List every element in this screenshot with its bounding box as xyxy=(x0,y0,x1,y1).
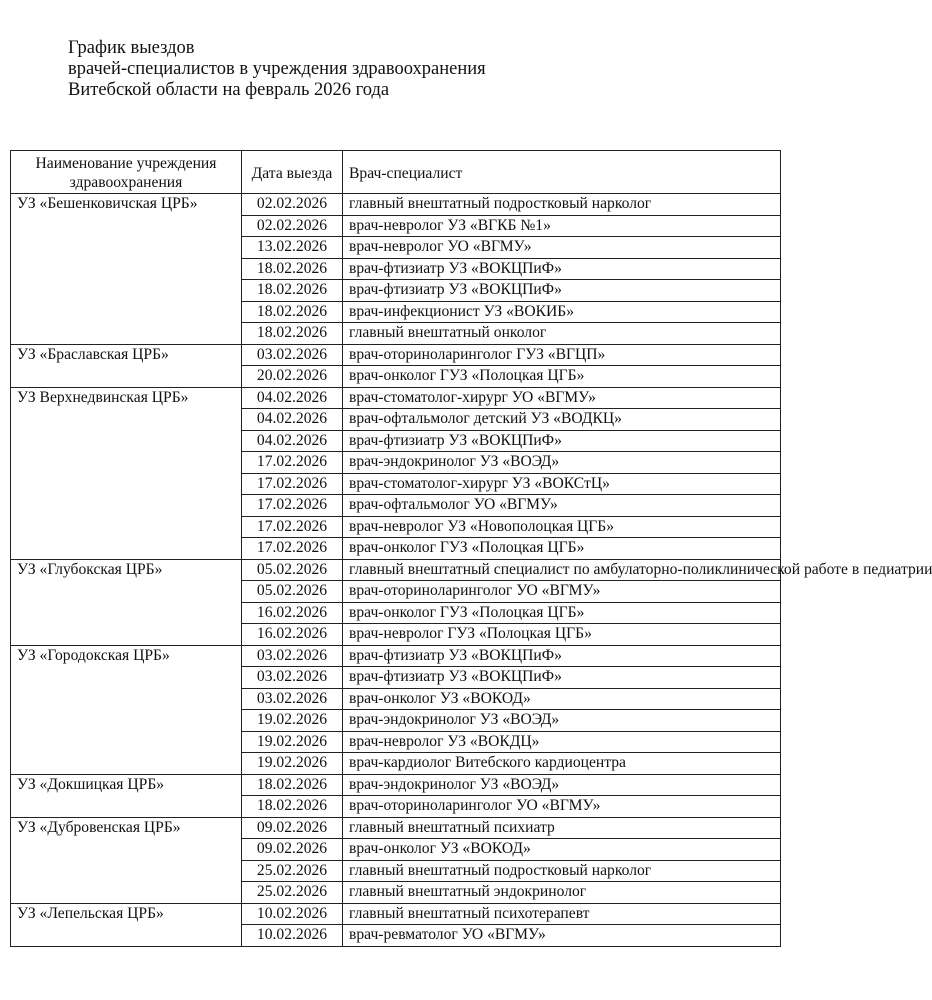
doctor-cell: главный внештатный психотерапевт xyxy=(343,903,781,925)
doctor-cell: врач-невролог УЗ «Новополоцкая ЦГБ» xyxy=(343,516,781,538)
date-cell: 19.02.2026 xyxy=(242,753,343,775)
doctor-cell: врач-эндокринолог УЗ «ВОЭД» xyxy=(343,774,781,796)
institution-cell: УЗ Верхнедвинская ЦРБ» xyxy=(11,387,242,559)
schedule-table-body xyxy=(11,194,932,947)
date-cell: 04.02.2026 xyxy=(242,430,343,452)
doctor-cell: врач-офтальмолог детский УЗ «ВОДКЦ» xyxy=(343,409,781,431)
date-cell: 18.02.2026 xyxy=(242,301,343,323)
doctor-cell: главный внештатный онколог xyxy=(343,323,781,345)
institution-cell: УЗ «Докшицкая ЦРБ» xyxy=(11,774,242,817)
institution-cell: УЗ «Глубокская ЦРБ» xyxy=(11,559,242,645)
institution-cell: УЗ «Браславская ЦРБ» xyxy=(11,344,242,387)
doctor-cell: врач-эндокринолог УЗ «ВОЭД» xyxy=(343,710,781,732)
doctor-cell: врач-фтизиатр УЗ «ВОКЦПиФ» xyxy=(343,667,781,689)
doctor-cell: врач-онколог ГУЗ «Полоцкая ЦГБ» xyxy=(343,366,781,388)
date-cell: 20.02.2026 xyxy=(242,366,343,388)
date-cell: 18.02.2026 xyxy=(242,323,343,345)
date-cell: 16.02.2026 xyxy=(242,602,343,624)
date-cell: 10.02.2026 xyxy=(242,925,343,947)
table-row xyxy=(11,903,781,925)
header-date: Дата выезда xyxy=(242,151,343,194)
document-title xyxy=(68,38,486,101)
date-cell: 10.02.2026 xyxy=(242,903,343,925)
institution-cell: УЗ «Дубровенская ЦРБ» xyxy=(11,817,242,903)
date-cell: 03.02.2026 xyxy=(242,688,343,710)
date-cell: 05.02.2026 xyxy=(242,559,343,581)
date-cell: 18.02.2026 xyxy=(242,280,343,302)
date-cell: 18.02.2026 xyxy=(242,796,343,818)
date-cell: 17.02.2026 xyxy=(242,452,343,474)
doctor-cell: главный внештатный психиатр xyxy=(343,817,781,839)
table-row xyxy=(11,774,781,796)
doctor-cell: главный внештатный эндокринолог xyxy=(343,882,781,904)
doctor-cell: врач-инфекционист УЗ «ВОКИБ» xyxy=(343,301,781,323)
table-header-row xyxy=(11,151,781,194)
date-cell: 19.02.2026 xyxy=(242,710,343,732)
date-cell: 05.02.2026 xyxy=(242,581,343,603)
title-line-1: График выездов xyxy=(68,38,195,58)
doctor-cell: врач-оториноларинголог ГУЗ «ВГЦП» xyxy=(343,344,781,366)
doctor-cell: врач-невролог УО «ВГМУ» xyxy=(343,237,781,259)
doctor-cell: врач-эндокринолог УЗ «ВОЭД» xyxy=(343,452,781,474)
institution-cell: УЗ «Бешенковичская ЦРБ» xyxy=(11,194,242,345)
title-line-2: врачей-специалистов в учреждения здравоохранения xyxy=(68,59,486,79)
table-row xyxy=(11,817,781,839)
doctor-cell: врач-стоматолог-хирург УЗ «ВОКСтЦ» xyxy=(343,473,781,495)
doctor-cell: врач-невролог ГУЗ «Полоцкая ЦГБ» xyxy=(343,624,781,646)
date-cell: 17.02.2026 xyxy=(242,538,343,560)
doctor-cell: врач-фтизиатр УЗ «ВОКЦПиФ» xyxy=(343,645,781,667)
schedule-table xyxy=(10,150,932,947)
doctor-cell: главный внештатный подростковый нарколог xyxy=(343,860,781,882)
table-row xyxy=(11,194,781,216)
date-cell: 18.02.2026 xyxy=(242,258,343,280)
doctor-cell: врач-офтальмолог УО «ВГМУ» xyxy=(343,495,781,517)
date-cell: 03.02.2026 xyxy=(242,344,343,366)
institution-cell: УЗ «Городокская ЦРБ» xyxy=(11,645,242,774)
date-cell: 19.02.2026 xyxy=(242,731,343,753)
date-cell: 03.02.2026 xyxy=(242,645,343,667)
date-cell: 09.02.2026 xyxy=(242,839,343,861)
date-cell: 18.02.2026 xyxy=(242,774,343,796)
doctor-cell: врач-онколог ГУЗ «Полоцкая ЦГБ» xyxy=(343,602,781,624)
doctor-cell: врач-ревматолог УО «ВГМУ» xyxy=(343,925,781,947)
date-cell: 13.02.2026 xyxy=(242,237,343,259)
doctor-cell: врач-фтизиатр УЗ «ВОКЦПиФ» xyxy=(343,258,781,280)
doctor-cell: врач-фтизиатр УЗ «ВОКЦПиФ» xyxy=(343,280,781,302)
date-cell: 02.02.2026 xyxy=(242,194,343,216)
doctor-cell: врач-онколог ГУЗ «Полоцкая ЦГБ» xyxy=(343,538,781,560)
doctor-cell: врач-оториноларинголог УО «ВГМУ» xyxy=(343,796,781,818)
doctor-cell: врач-кардиолог Витебского кардиоцентра xyxy=(343,753,781,775)
date-cell: 17.02.2026 xyxy=(242,516,343,538)
date-cell: 03.02.2026 xyxy=(242,667,343,689)
date-cell: 16.02.2026 xyxy=(242,624,343,646)
title-line-3: Витебской области на февраль 2026 года xyxy=(68,80,390,100)
table-row xyxy=(11,344,781,366)
doctor-cell: врач-невролог УЗ «ВГКБ №1» xyxy=(343,215,781,237)
header-institution: Наименование учреждения здравоохранения xyxy=(11,151,242,194)
date-cell: 02.02.2026 xyxy=(242,215,343,237)
table-row xyxy=(11,387,781,409)
date-cell: 09.02.2026 xyxy=(242,817,343,839)
doctor-cell: главный внештатный специалист по амбулаторно-поликлинической работе в педиатрии xyxy=(343,559,781,581)
doctor-cell: врач-оториноларинголог УО «ВГМУ» xyxy=(343,581,781,603)
date-cell: 25.02.2026 xyxy=(242,882,343,904)
doctor-cell: врач-онколог УЗ «ВОКОД» xyxy=(343,688,781,710)
doctor-cell: врач-невролог УЗ «ВОКДЦ» xyxy=(343,731,781,753)
doctor-cell: главный внештатный подростковый нарколог xyxy=(343,194,781,216)
table-row xyxy=(11,645,781,667)
doctor-cell: врач-онколог УЗ «ВОКОД» xyxy=(343,839,781,861)
date-cell: 25.02.2026 xyxy=(242,860,343,882)
header-doctor: Врач-специалист xyxy=(343,151,781,194)
date-cell: 17.02.2026 xyxy=(242,495,343,517)
doctor-cell: врач-стоматолог-хирург УО «ВГМУ» xyxy=(343,387,781,409)
date-cell: 04.02.2026 xyxy=(242,387,343,409)
date-cell: 04.02.2026 xyxy=(242,409,343,431)
doctor-cell: врач-фтизиатр УЗ «ВОКЦПиФ» xyxy=(343,430,781,452)
date-cell: 17.02.2026 xyxy=(242,473,343,495)
institution-cell: УЗ «Лепельская ЦРБ» xyxy=(11,903,242,946)
table-row xyxy=(11,559,781,581)
